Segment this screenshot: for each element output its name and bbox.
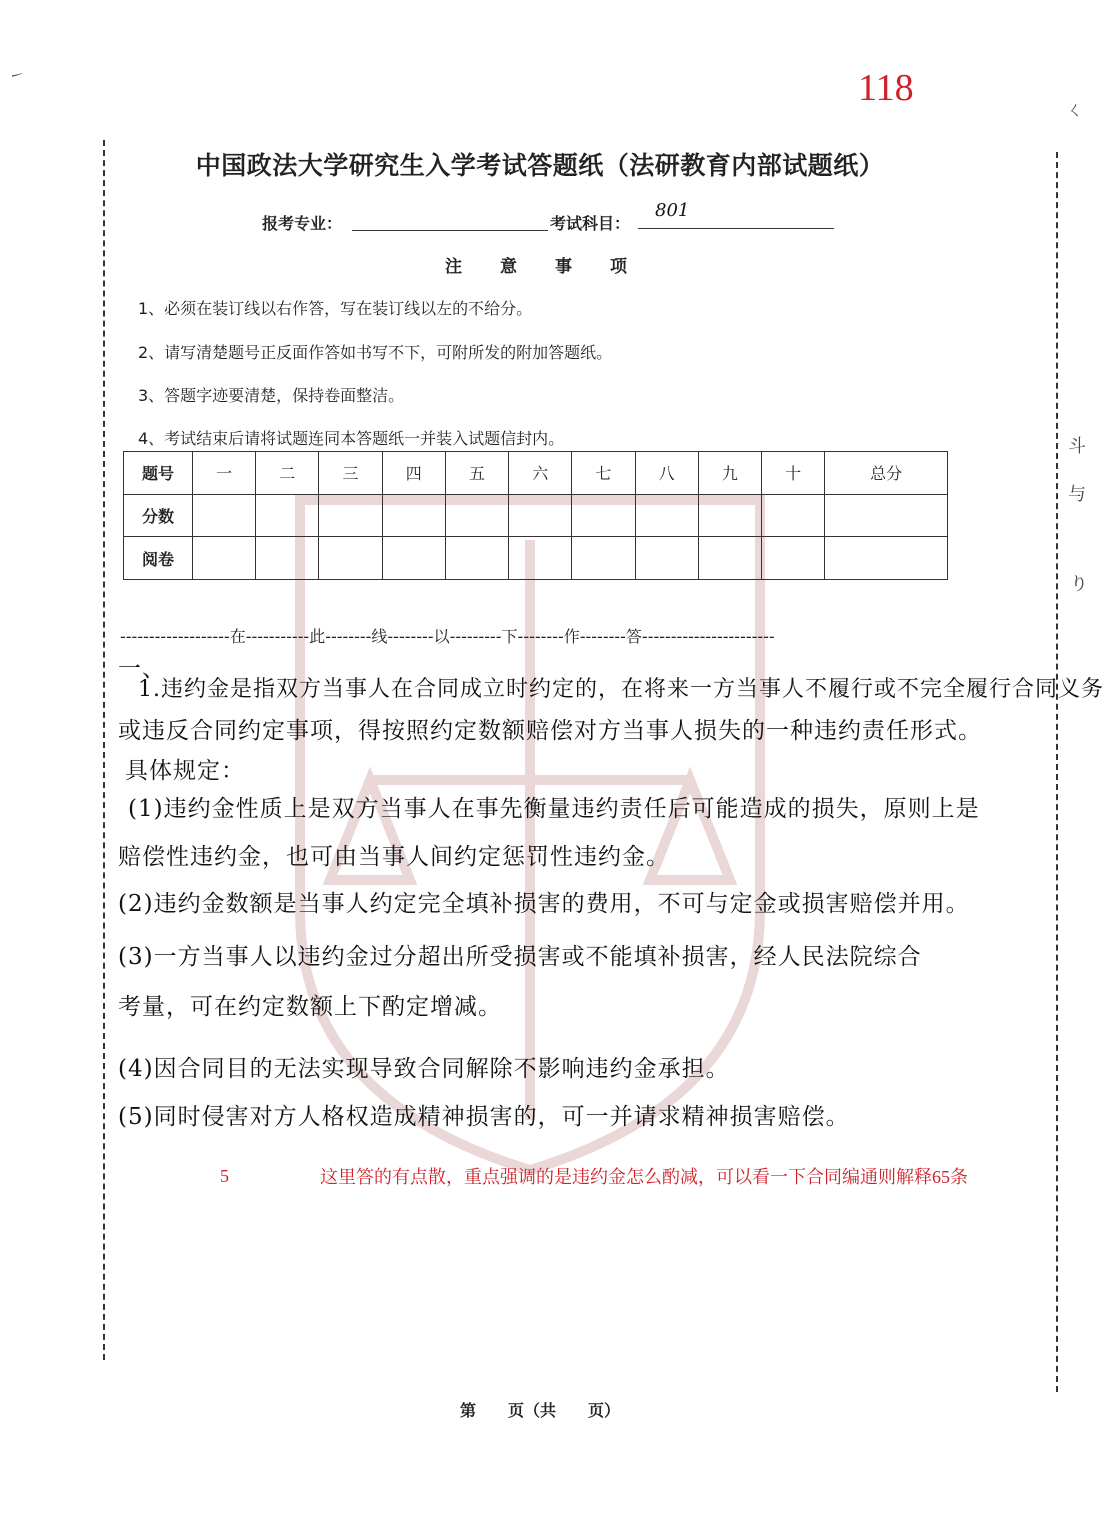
table-row [124,452,948,495]
table-header-cell: 总分 [825,452,948,495]
table-header-cell: 十 [761,452,824,495]
table-cell [572,537,635,580]
table-header-cell: 七 [572,452,635,495]
table-cell [761,537,824,580]
answer-line: (2)违约金数额是当事人约定完全填补损害的费用，不可与定金或损害赔偿并用。 [118,891,970,917]
table-cell [825,537,948,580]
table-cell [509,494,572,537]
notice-item: 3、答题字迹要清楚，保持卷面整洁。 [138,386,405,405]
answer-line: 赔偿性违约金，也可由当事人间约定惩罚性违约金。 [118,844,670,870]
table-cell [319,537,382,580]
notice-item: 2、请写清楚题号正反面作答如书写不下，可附所发的附加答题纸。 [138,343,613,362]
table-row-label: 分数 [124,494,193,537]
table-row [124,494,948,537]
table-cell [445,537,508,580]
table-header-cell: 九 [698,452,761,495]
table-header-cell: 一 [193,452,256,495]
binding-line-right [1056,152,1058,1392]
table-cell [319,494,382,537]
answer-line: 1.违约金是指双方当事人在合同成立时约定的，在将来一方当事人不履行或不完全履行合同义务 [138,677,1104,702]
table-header-cell: 题号 [124,452,193,495]
table-header-cell: 四 [382,452,445,495]
table-cell [382,494,445,537]
table-cell [825,494,948,537]
table-header-cell: 六 [509,452,572,495]
subject-value: 801 [655,200,690,221]
table-cell [382,537,445,580]
answer-line: 考量，可在约定数额上下酌定增减。 [118,994,502,1020]
table-cell [572,494,635,537]
grader-score: 5 [220,1166,229,1186]
page-footer: 第 页（共 页） [459,1401,620,1420]
page-title: 中国政法大学研究生入学考试答题纸（法研教育内部试题纸） [195,151,885,180]
table-cell [445,494,508,537]
notice-item: 4、考试结束后请将试题连同本答题纸一并装入试题信封内。 [138,429,565,448]
table-cell [256,494,319,537]
margin-mark: 与 [1068,484,1086,505]
answer-line: (1)违约金性质上是双方当事人在事先衡量违约责任后可能造成的损失，原则上是 [128,796,980,822]
notice-item: 1、必须在装订线以右作答，写在装订线以左的不给分。 [138,299,533,318]
table-cell [256,537,319,580]
table-cell [635,494,698,537]
margin-mark: 斗 [1068,436,1086,457]
answer-section-number: 一、 [118,656,166,682]
table-header-cell: 三 [319,452,382,495]
margin-mark: ㇀ [8,66,26,87]
answer-line: (5)同时侵害对方人格权造成精神损害的，可一并请求精神损害赔偿。 [118,1104,850,1130]
table-header-cell: 五 [445,452,508,495]
table-cell [193,494,256,537]
cut-line: -------------------在-----------此--------线--------以---------下--------作--------答----------------------- [120,627,775,646]
subject-label: 考试科目： [550,214,631,233]
table-cell [698,494,761,537]
answer-line: 具体规定： [125,758,245,784]
table-cell [193,537,256,580]
table-cell [635,537,698,580]
table-header-cell: 八 [635,452,698,495]
margin-mark: ㄑ [1066,100,1084,121]
binding-line-left [103,140,105,1360]
major-label: 报考专业： [262,214,343,233]
answer-line: (3)一方当事人以违约金过分超出所受损害或不能填补损害，经人民法院综合 [118,944,922,970]
table-cell [761,494,824,537]
score-mark: 118 [858,67,914,109]
grader-comment: 这里答的有点散，重点强调的是违约金怎么酌减，可以看一下合同编通则解释65条 [320,1167,968,1187]
margin-mark: り [1070,574,1088,595]
notice-title: 注意事项 [445,257,665,277]
table-row-label: 阅卷 [124,537,193,580]
table-cell [509,537,572,580]
table-row [124,537,948,580]
table-header-cell: 二 [256,452,319,495]
subject-field [638,228,834,229]
answer-line: (4)因合同目的无法实现导致合同解除不影响违约金承担。 [118,1056,730,1082]
table-cell [698,537,761,580]
major-field [352,230,548,231]
answer-line: 或违反合同约定事项，得按照约定数额赔偿对方当事人损失的一种违约责任形式。 [118,718,982,744]
score-table [123,451,948,580]
